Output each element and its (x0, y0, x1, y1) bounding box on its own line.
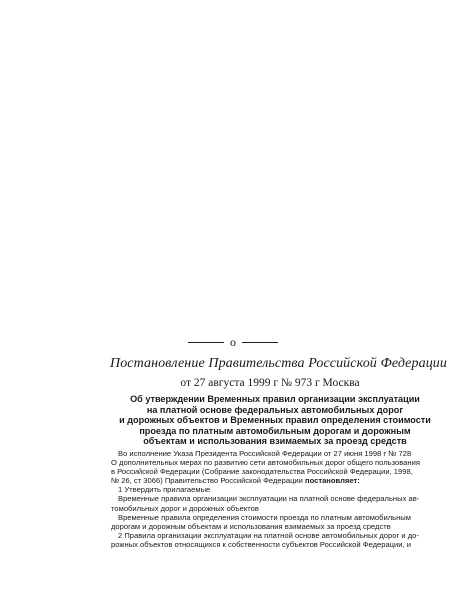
body-line: О дополнительных мерах по развитию сети автомобильных дорог общего пользования (111, 458, 420, 468)
document-body (111, 449, 441, 549)
body-line: Во исполнение Указа Президента Российской Федерации от 27 июня 1998 г № 728 (118, 449, 412, 458)
body-line: Временные правила организации эксплуатации на платной основе федеральных ав- (118, 494, 420, 504)
separator-line-left (188, 342, 224, 343)
title-line: Об утверждении Временных правил организации эксплуатации (130, 394, 420, 404)
title-line: на платной основе федеральных автомобильных дорог (146, 404, 404, 415)
body-line: в Российской Федерации (Собрание законодательства Российской Федерации, 1998, (111, 467, 413, 477)
document-type-heading: Постановление Правительства Российской Федерации (110, 356, 447, 371)
title-line: объектам и использования взимаемых за проезд средств (143, 436, 407, 447)
body-line: томобильных дорог и дорожных объектов (111, 503, 259, 513)
body-line: 2 Правила организации эксплуатации на платной основе автомобильных дорог и до- (118, 530, 419, 540)
title-line: и дорожных объектов и Временных правил определения стоимости (119, 415, 431, 426)
body-text: № 26, ст 3066) Правительство Российской Федерации (111, 476, 306, 486)
separator-symbol: о (230, 335, 236, 349)
section-separator (188, 335, 278, 349)
body-line: рожных объектов относящихся к собственности субъектов Российской Федерации, и (111, 539, 411, 549)
title-line: проезда по платным автомобильным дорогам и дорожным (139, 425, 411, 436)
body-line: Временные правила определения стоимости проезда по платным автомобильным (118, 512, 411, 522)
resolution-keyword: постановляет: (305, 476, 360, 486)
body-line (111, 476, 441, 485)
body-line: 1 Утвердить прилагаемые (118, 485, 211, 495)
document-title (108, 394, 442, 447)
body-line: дорогам и дорожным объектам и использования взимаемых за проезд средств (111, 521, 391, 531)
separator-line-right (242, 342, 278, 343)
document-date: от 27 августа 1999 г № 973 г Москва (180, 377, 360, 389)
